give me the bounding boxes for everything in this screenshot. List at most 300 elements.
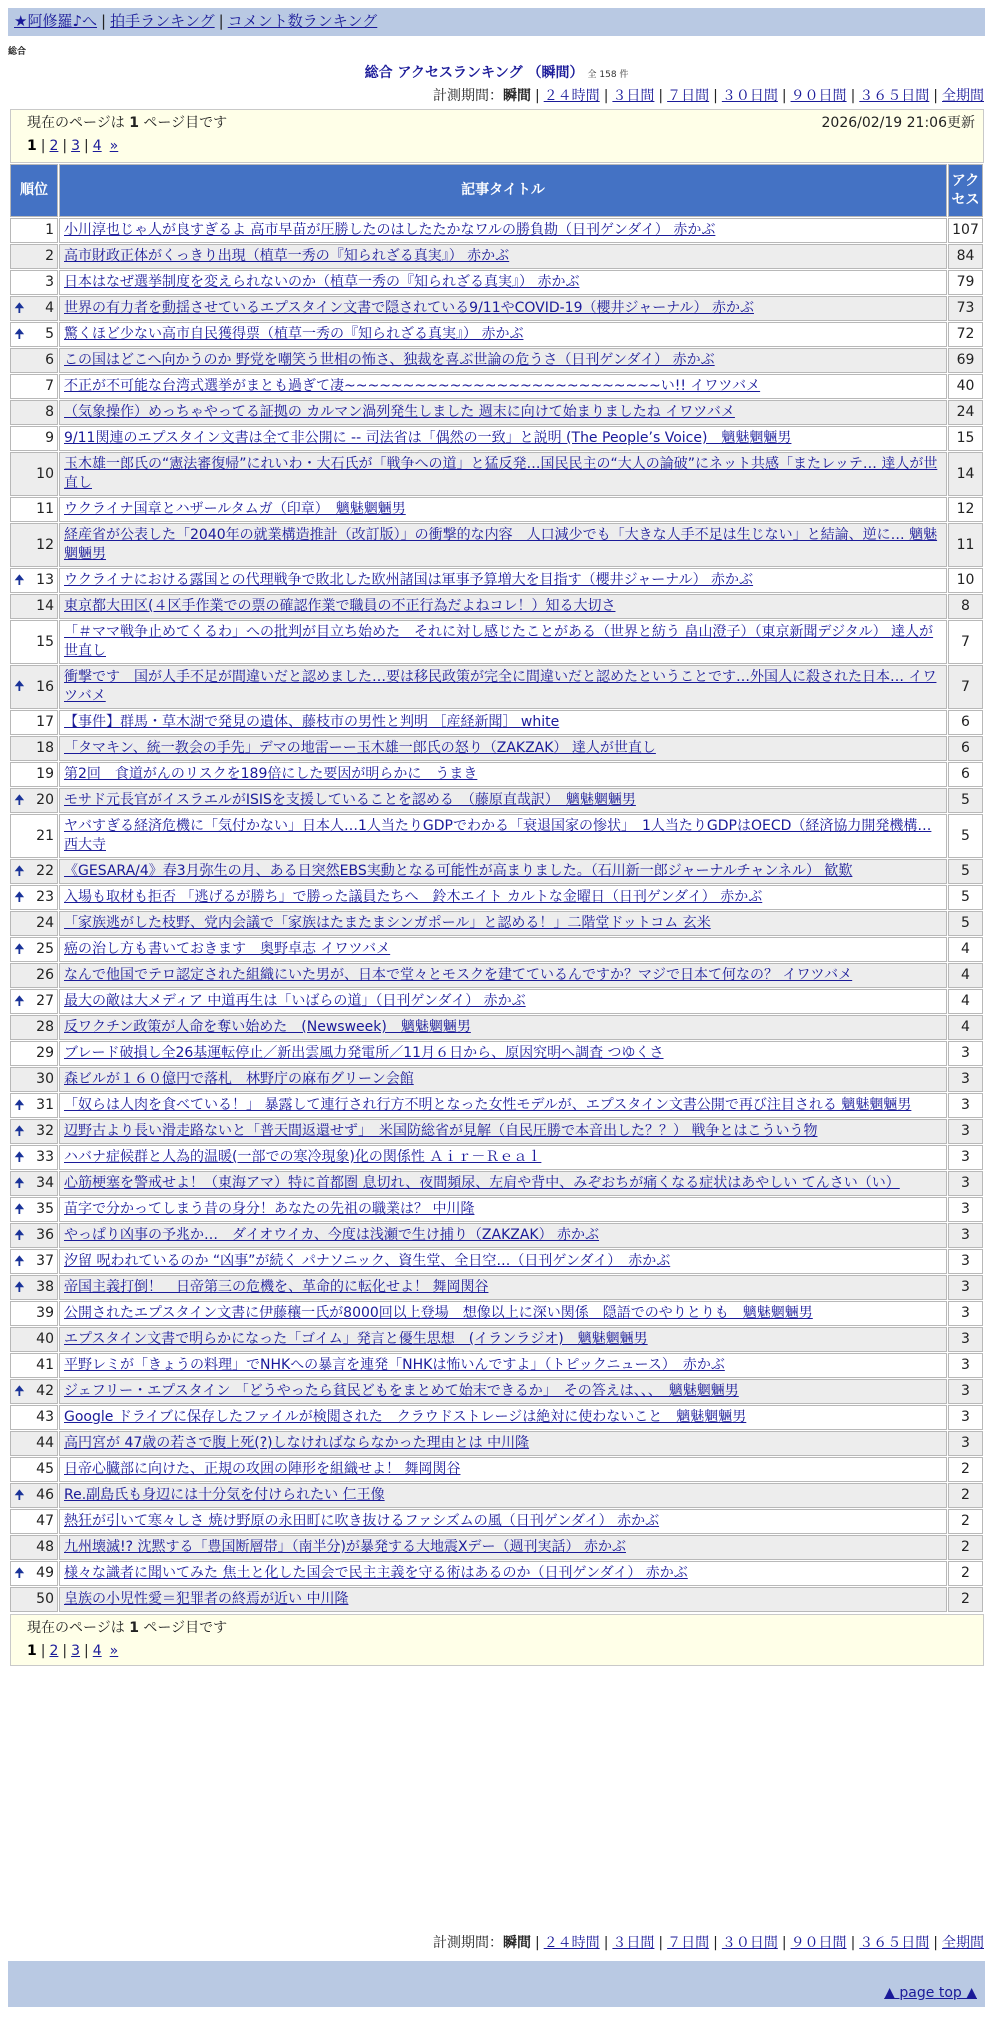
nav-home-link[interactable]: ★阿修羅♪へ xyxy=(14,12,98,30)
access-count: 24 xyxy=(948,400,983,425)
footer-bar xyxy=(8,1961,985,2007)
nav-clap-ranking-link[interactable]: 拍手ランキング xyxy=(110,12,215,30)
period-label: 計測期間： xyxy=(432,88,503,104)
period-7d-link[interactable]: ７日間 xyxy=(667,88,710,104)
table-row xyxy=(10,1171,983,1196)
rank-cell xyxy=(10,218,58,243)
table-row xyxy=(10,814,983,858)
title-cell xyxy=(59,963,947,988)
article-link[interactable]: ジェフリー・エプスタイン 「どうやったら貧民どもをまとめて始末できるか」 その答えは、、、 魑魅魍魎男 xyxy=(64,1383,739,1399)
table-row xyxy=(10,400,983,425)
title-cell xyxy=(59,1145,947,1170)
rank-number: 28 xyxy=(36,1019,54,1035)
article-link[interactable]: 公開されたエプスタイン文書に伊藤穰一氏が8000回以上登場 想像以上に深い関係 隠語でのやりとりも 魑魅魍魎男 xyxy=(64,1305,813,1321)
period-selector-bottom: 計測期間：瞬間 | ２４時間 | ３日間 | ７日間 | ３０日間 | ９０日間 | ３６５日間 | 全期間 xyxy=(432,1935,984,1951)
article-link[interactable]: 辺野古より長い滑走路ないと「普天間返還せず」 米国防総省が見解（自民圧勝で本音出した？？） 戦争とはこういう物 xyxy=(64,1123,818,1139)
up-arrow-icon: 🠉 xyxy=(14,993,25,1009)
access-count: 14 xyxy=(948,452,983,496)
access-count: 4 xyxy=(948,1015,983,1040)
table-row xyxy=(10,885,983,910)
up-arrow-icon: 🠉 xyxy=(14,1097,25,1113)
article-link[interactable]: 【事件】群馬・草木湖で発見の遺体、藤枝市の男性と判明 ［産経新聞］ white xyxy=(64,714,560,730)
table-row xyxy=(10,322,983,347)
page-1-current: 1 xyxy=(27,1643,37,1659)
rank-cell xyxy=(10,859,58,884)
access-count: 15 xyxy=(948,426,983,451)
article-link[interactable]: やっぱり凶事の予兆か… ダイオウイカ、今度は浅瀬で生け捕り（ZAKZAK） 赤かぶ xyxy=(64,1227,600,1243)
rank-number: 45 xyxy=(36,1461,54,1477)
rank-number: 48 xyxy=(36,1539,54,1555)
title-cell xyxy=(59,1015,947,1040)
table-row xyxy=(10,244,983,269)
title-cell xyxy=(59,270,947,295)
table-row xyxy=(10,1509,983,1534)
table-row xyxy=(10,1483,983,1508)
title-cell xyxy=(59,1509,947,1534)
rank-cell xyxy=(10,1067,58,1092)
period-3d-link[interactable]: ３日間 xyxy=(612,1935,655,1951)
title-cell xyxy=(59,497,947,522)
table-row xyxy=(10,523,983,567)
access-count: 3 xyxy=(948,1041,983,1066)
rank-cell xyxy=(10,814,58,858)
table-row xyxy=(10,374,983,399)
page-3-link[interactable]: 3 xyxy=(71,138,81,154)
period-current: 瞬間 xyxy=(502,88,531,104)
page-top-link[interactable]: ▲ page top ▲ xyxy=(884,1985,977,2001)
article-link[interactable]: 苗字で分かってしまう昔の身分！あなたの先祖の職業は？ 中川隆 xyxy=(64,1201,475,1217)
rank-number: 32 xyxy=(36,1123,54,1139)
table-row xyxy=(10,1197,983,1222)
article-link[interactable]: ウクライナにおける露国との代理戦争で敗北した欧州諸国は軍事予算増大を目指す（櫻井ジャーナル） 赤かぶ xyxy=(64,572,754,588)
rank-cell xyxy=(10,400,58,425)
access-count: 2 xyxy=(948,1483,983,1508)
article-link[interactable]: 小川淳也じゃ人が良すぎるよ 高市早苗が圧勝したのはしたたかなワルの勝負勘（日刊ゲンダイ） 赤かぶ xyxy=(64,222,716,238)
article-link[interactable]: モサド元長官がイスラエルがISISを支援していることを認める （藤原直哉訳） 魑魅魍魎男 xyxy=(64,792,636,808)
table-row xyxy=(10,736,983,761)
rank-cell xyxy=(10,963,58,988)
article-link[interactable]: 《GESARA/4》春3月弥生の月、ある日突然EBS実動となる可能性が高まりました。（石川新一郎ジャーナルチャンネル） 歓歎 xyxy=(64,863,853,879)
article-link[interactable]: 第2回 食道がんのリスクを189倍にした要因が明らかに うまき xyxy=(64,766,478,782)
table-row xyxy=(10,1015,983,1040)
access-count: 10 xyxy=(948,568,983,593)
access-count: 79 xyxy=(948,270,983,295)
page-1-current: 1 xyxy=(27,138,37,154)
table-row xyxy=(10,568,983,593)
rank-number: 17 xyxy=(36,714,54,730)
rank-cell xyxy=(10,1587,58,1612)
title-cell xyxy=(59,296,947,321)
article-link[interactable]: 汐留 呪われているのか “凶事”が続く パナソニック、資生堂、全日空…（日刊ゲンダイ） 赤かぶ xyxy=(64,1253,671,1269)
article-link[interactable]: ヤバすぎる経済危機に「気付かない」日本人…1人当たりGDPでわかる「衰退国家の惨状」 1人当たりGDPはOECD（経済協力開発機構… 西大寺 xyxy=(64,818,932,853)
rank-number: 44 xyxy=(36,1435,54,1451)
rank-number: 30 xyxy=(36,1071,54,1087)
access-count: 40 xyxy=(948,374,983,399)
article-link[interactable]: 「家族逃がした枝野、党内会議で「家族はたまたまシンガポール」と認める！」二階堂ドットコム 玄米 xyxy=(64,915,711,931)
up-arrow-icon: 🠉 xyxy=(14,1279,25,1295)
rank-number: 39 xyxy=(36,1305,54,1321)
up-arrow-icon: 🠉 xyxy=(14,1565,25,1581)
rank-number: 27 xyxy=(36,993,54,1009)
period-24h-link[interactable]: ２４時間 xyxy=(543,1935,600,1951)
access-count: 5 xyxy=(948,814,983,858)
rank-number: 20 xyxy=(36,792,54,808)
article-link[interactable]: Re.副島氏も身辺には十分気を付けられたい 仁王像 xyxy=(64,1487,385,1503)
rank-cell xyxy=(10,1223,58,1248)
table-row xyxy=(10,1535,983,1560)
access-count: 2 xyxy=(948,1587,983,1612)
rank-number: 46 xyxy=(36,1487,54,1503)
rank-cell xyxy=(10,348,58,373)
table-row xyxy=(10,426,983,451)
table-row xyxy=(10,665,983,709)
title-cell xyxy=(59,1587,947,1612)
period-3d-link[interactable]: ３日間 xyxy=(612,88,655,104)
page-info-bottom xyxy=(10,1614,984,1666)
rank-cell xyxy=(10,523,58,567)
rank-number: 22 xyxy=(36,863,54,879)
article-link[interactable]: 東京都大田区(４区手作業での票の確認作業で職員の不正行為だよねコレ！）知る大切さ xyxy=(64,598,616,614)
title-cell xyxy=(59,1119,947,1144)
access-count: 5 xyxy=(948,885,983,910)
table-row xyxy=(10,1587,983,1612)
table-row xyxy=(10,1067,983,1092)
rank-cell xyxy=(10,452,58,496)
period-30d-link[interactable]: ３０日間 xyxy=(721,88,778,104)
rank-number: 7 xyxy=(45,378,54,394)
rank-cell xyxy=(10,568,58,593)
table-row xyxy=(10,989,983,1014)
article-link[interactable]: 入場も取材も拒否 「逃げるが勝ち」で勝った議員たちへ 鈴木エイト カルトな金曜日（日刊ゲンダイ） 赤かぶ xyxy=(64,889,763,905)
table-row xyxy=(10,497,983,522)
period-all-link[interactable]: 全期間 xyxy=(942,88,984,104)
title-cell xyxy=(59,1431,947,1456)
rank-number: 5 xyxy=(45,326,54,342)
title-cell xyxy=(59,594,947,619)
access-count: 3 xyxy=(948,1197,983,1222)
table-row xyxy=(10,1275,983,1300)
article-link[interactable]: 反ワクチン政策が人命を奪い始めた (Newsweek) 魑魅魍魎男 xyxy=(64,1019,471,1035)
rank-cell xyxy=(10,594,58,619)
page-2-link[interactable]: 2 xyxy=(49,1643,59,1659)
col-header-rank: 順位 xyxy=(10,164,58,217)
article-link[interactable]: 経産省が公表した「2040年の就業構造推計（改訂版）」の衝撃的な内容 人口減少でも「大きな人手不足は生じない」と結論、逆に… 魑魅魍魎男 xyxy=(64,527,938,562)
article-link[interactable]: ブレード破損し全26基運転停止／新出雲風力発電所／11月６日から、原因究明へ調査 つゆくさ xyxy=(64,1045,664,1061)
access-count: 5 xyxy=(948,859,983,884)
current-page-text: 現在のページは 1 ページ目です xyxy=(27,1620,228,1636)
table-row xyxy=(10,270,983,295)
access-count: 5 xyxy=(948,788,983,813)
total-count: 全 158 件 xyxy=(587,70,629,80)
rank-cell xyxy=(10,1119,58,1144)
access-count: 73 xyxy=(948,296,983,321)
updated-timestamp: 2026/02/19 21:06更新 xyxy=(821,115,975,131)
access-count: 8 xyxy=(948,594,983,619)
table-row xyxy=(10,859,983,884)
up-arrow-icon: 🠉 xyxy=(14,679,25,694)
rank-number: 38 xyxy=(36,1279,54,1295)
title-cell xyxy=(59,1041,947,1066)
title-cell xyxy=(59,814,947,858)
table-row xyxy=(10,937,983,962)
table-row xyxy=(10,963,983,988)
page-4-link[interactable]: 4 xyxy=(92,138,102,154)
up-arrow-icon: 🠉 xyxy=(14,863,25,879)
rank-cell xyxy=(10,1561,58,1586)
rank-cell xyxy=(10,270,58,295)
period-90d-link[interactable]: ９０日間 xyxy=(790,88,847,104)
access-count: 4 xyxy=(948,937,983,962)
rank-number: 33 xyxy=(36,1149,54,1165)
title-cell xyxy=(59,1379,947,1404)
table-row xyxy=(10,1119,983,1144)
rank-cell xyxy=(10,1249,58,1274)
title-cell xyxy=(59,1353,947,1378)
up-arrow-icon: 🠉 xyxy=(14,1149,25,1165)
rank-number: 4 xyxy=(45,300,54,316)
table-row xyxy=(10,1431,983,1456)
title-cell xyxy=(59,374,947,399)
rank-cell xyxy=(10,788,58,813)
section-label: 総合 xyxy=(8,47,27,57)
rank-number: 18 xyxy=(36,740,54,756)
next-page-link[interactable]: » xyxy=(109,138,119,154)
title-cell xyxy=(59,400,947,425)
rank-cell xyxy=(10,1197,58,1222)
rank-cell xyxy=(10,497,58,522)
page-info-top xyxy=(10,109,984,163)
article-link[interactable]: この国はどこへ向かうのか 野党を嘲笑う世相の怖さ、独裁を喜ぶ世論の危うさ（日刊ゲンダイ） 赤かぶ xyxy=(64,352,715,368)
period-24h-link[interactable]: ２４時間 xyxy=(543,88,600,104)
access-count: 3 xyxy=(948,1119,983,1144)
rank-number: 26 xyxy=(36,967,54,983)
table-row xyxy=(10,762,983,787)
rank-number: 35 xyxy=(36,1201,54,1217)
article-link[interactable]: 日本はなぜ選挙制度を変えられないのか（植草一秀の『知られざる真実』） 赤かぶ xyxy=(64,274,580,290)
access-count: 3 xyxy=(948,1223,983,1248)
rank-number: 34 xyxy=(36,1175,54,1191)
rank-number: 6 xyxy=(45,352,54,368)
access-count: 5 xyxy=(948,911,983,936)
article-link[interactable]: 熱狂が引いて寒々しさ 焼け野原の永田町に吹き抜けるファシズムの風（日刊ゲンダイ） 赤かぶ xyxy=(64,1513,660,1529)
rank-number: 23 xyxy=(36,889,54,905)
page-3-link[interactable]: 3 xyxy=(71,1643,81,1659)
table-row xyxy=(10,1301,983,1326)
title-cell xyxy=(59,322,947,347)
up-arrow-icon: 🠉 xyxy=(14,889,25,905)
rank-cell xyxy=(10,911,58,936)
rank-number: 12 xyxy=(36,536,54,553)
rank-cell xyxy=(10,1405,58,1430)
access-count: 4 xyxy=(948,989,983,1014)
rank-cell xyxy=(10,244,58,269)
article-link[interactable]: 皇族の小児性愛＝犯罪者の終焉が近い 中川隆 xyxy=(64,1591,349,1607)
access-count: 2 xyxy=(948,1457,983,1482)
article-link[interactable]: 「＃ママ戦争止めてくるわ」への批判が目立ち始めた それに対し感じたことがある（世界と紡う 畠山澄子）（東京新聞デジタル） 達人が世直し xyxy=(64,624,934,659)
rank-number: 2 xyxy=(45,248,54,264)
rank-number: 1 xyxy=(45,222,54,238)
rank-number: 25 xyxy=(36,941,54,957)
access-count: 6 xyxy=(948,736,983,761)
title-cell xyxy=(59,989,947,1014)
rank-cell xyxy=(10,989,58,1014)
article-link[interactable]: 衝撃です 国が人手不足が間違いだと認めました…要は移民政策が完全に間違いだと認めたということです…外国人に殺された日本… イワツバメ xyxy=(64,669,937,704)
title-cell xyxy=(59,788,947,813)
title-cell xyxy=(59,1301,947,1326)
rank-number: 8 xyxy=(45,404,54,420)
article-link[interactable]: 平野レミが「きょうの料理」でNHKへの暴言を連発「NHKは怖いんですよ」（トピックニュース） 赤かぶ xyxy=(64,1357,725,1373)
rank-cell xyxy=(10,1015,58,1040)
title-cell xyxy=(59,1093,947,1118)
period-365d-link[interactable]: ３６５日間 xyxy=(859,88,930,104)
page-2-link[interactable]: 2 xyxy=(49,138,59,154)
article-link[interactable]: ハバナ症候群と人為的温暖(一部での寒冷現象)化の関係性 Ａｉｒ－Ｒｅａｌ xyxy=(64,1149,542,1165)
article-link[interactable]: 世界の有力者を動揺させているエプスタイン文書で隠されている9/11やCOVID-19（櫻井ジャーナル） 赤かぶ xyxy=(64,300,754,316)
rank-cell xyxy=(10,426,58,451)
up-arrow-icon: 🠉 xyxy=(14,1175,25,1191)
title-cell xyxy=(59,762,947,787)
rank-number: 10 xyxy=(36,465,54,482)
article-link[interactable]: なんで他国でテロ認定された組織にいた男が、日本で堂々とモスクを建てているんですか？マジで日本て何なの？ イワツバメ xyxy=(64,967,853,983)
up-arrow-icon: 🠉 xyxy=(14,1383,25,1399)
table-row xyxy=(10,1145,983,1170)
title-cell xyxy=(59,1197,947,1222)
period-90d-link[interactable]: ９０日間 xyxy=(790,1935,847,1951)
article-link[interactable]: ウクライナ国章とハザールタムガ（印章） 魑魅魍魎男 xyxy=(64,501,406,517)
article-link[interactable]: 9/11関連のエプスタイン文書は全て非公開に -- 司法省は「偶然の一致」と説明 (The People’s Voice) 魑魅魍魎男 xyxy=(64,430,792,446)
title-cell xyxy=(59,348,947,373)
access-count: 3 xyxy=(948,1431,983,1456)
rank-cell xyxy=(10,322,58,347)
table-header-row xyxy=(10,164,983,217)
title-cell xyxy=(59,218,947,243)
article-link[interactable]: 高市財政正体がくっきり出現（植草一秀の『知られざる真実』） 赤かぶ xyxy=(64,248,510,264)
period-365d-link[interactable]: ３６５日間 xyxy=(859,1935,930,1951)
table-row xyxy=(10,620,983,664)
rank-cell xyxy=(10,1353,58,1378)
access-count: 3 xyxy=(948,1353,983,1378)
table-row xyxy=(10,1561,983,1586)
rank-number: 13 xyxy=(36,572,54,588)
access-count: 72 xyxy=(948,322,983,347)
up-arrow-icon: 🠉 xyxy=(14,1253,25,1269)
article-link[interactable]: Google ドライブに保存したファイルが検閲された クラウドストレージは絶対に使わないこと 魑魅魍魎男 xyxy=(64,1409,747,1425)
table-row xyxy=(10,452,983,496)
rank-cell xyxy=(10,1483,58,1508)
access-count: 7 xyxy=(948,620,983,664)
period-current: 瞬間 xyxy=(502,1935,531,1951)
rank-cell xyxy=(10,665,58,709)
title-cell xyxy=(59,1561,947,1586)
title-cell xyxy=(59,1327,947,1352)
col-header-title: 記事タイトル xyxy=(59,164,947,217)
period-7d-link[interactable]: ７日間 xyxy=(667,1935,710,1951)
access-count: 6 xyxy=(948,762,983,787)
rank-number: 29 xyxy=(36,1045,54,1061)
title-cell xyxy=(59,937,947,962)
article-link[interactable]: 最大の敵は大メディア 中道再生は「いばらの道」（日刊ゲンダイ） 赤かぶ xyxy=(64,993,526,1009)
article-link[interactable]: 森ビルが１６０億円で落札 林野庁の麻布グリーン会館 xyxy=(64,1071,414,1087)
current-page-text: 現在のページは 1 ページ目です xyxy=(27,115,228,131)
rank-number: 24 xyxy=(36,915,54,931)
access-count: 3 xyxy=(948,1379,983,1404)
table-row xyxy=(10,296,983,321)
table-row xyxy=(10,911,983,936)
period-all-link[interactable]: 全期間 xyxy=(942,1935,984,1951)
article-link[interactable]: 驚くほど少ない高市自民獲得票（植草一秀の『知られざる真実』） 赤かぶ xyxy=(64,326,524,342)
article-link[interactable]: 癌の治し方も書いておきます 奥野卓志 イワツバメ xyxy=(64,941,391,957)
rank-cell xyxy=(10,885,58,910)
article-link[interactable]: 様々な識者に聞いてみた 焦土と化した国会で民主主義を守る術はあるのか（日刊ゲンダイ） 赤かぶ xyxy=(64,1565,688,1581)
up-arrow-icon: 🠉 xyxy=(14,1487,25,1503)
rank-number: 31 xyxy=(36,1097,54,1113)
rank-number: 47 xyxy=(36,1513,54,1529)
rank-number: 50 xyxy=(36,1591,54,1607)
article-link[interactable]: 九州壊滅!? 沈黙する「豊国断層帯」（南半分)が暴発する大地震Xデー（週刊実話） 赤かぶ xyxy=(64,1539,626,1555)
title-cell xyxy=(59,1223,947,1248)
access-count: 3 xyxy=(948,1301,983,1326)
article-link[interactable]: 日帝心臓部に向けた、正規の攻囲の陣形を組織せよ！ 舞岡関谷 xyxy=(64,1461,461,1477)
table-row xyxy=(10,1223,983,1248)
rank-cell xyxy=(10,1379,58,1404)
title-cell xyxy=(59,911,947,936)
title-cell xyxy=(59,1535,947,1560)
article-link[interactable]: エプスタイン文書で明らかになった「ゴイム」発言と優生思想 (イランラジオ) 魑魅魍魎男 xyxy=(64,1331,648,1347)
rank-number: 15 xyxy=(36,633,54,650)
period-label: 計測期間： xyxy=(432,1935,503,1951)
article-link[interactable]: 玉木雄一郎氏の“憲法審復帰”にれいわ・大石氏が「戦争への道」と猛反発…国民民主の“大人の論破”にネット共感「またレッテ… 達人が世直し xyxy=(64,456,938,491)
nav-comment-ranking-link[interactable]: コメント数ランキング xyxy=(227,12,378,30)
title-cell xyxy=(59,859,947,884)
rank-cell xyxy=(10,736,58,761)
next-page-link[interactable]: » xyxy=(109,1643,119,1659)
title-cell xyxy=(59,452,947,496)
table-row xyxy=(10,1093,983,1118)
period-30d-link[interactable]: ３０日間 xyxy=(721,1935,778,1951)
access-count: 84 xyxy=(948,244,983,269)
article-link[interactable]: 心筋梗塞を警戒せよ！（東海アマ）特に首都圏 息切れ、夜間頻尿、左肩や背中、みぞおちが痛くなる症状はあやしい てんさい（い） xyxy=(64,1175,900,1191)
access-count: 69 xyxy=(948,348,983,373)
up-arrow-icon: 🠉 xyxy=(14,326,25,342)
article-link[interactable]: 帝国主義打倒！ 日帝第三の危機を、革命的に転化せよ！ 舞岡関谷 xyxy=(64,1279,489,1295)
access-count: 3 xyxy=(948,1145,983,1170)
access-count: 3 xyxy=(948,1275,983,1300)
top-nav: ★阿修羅♪へ | 拍手ランキング | コメント数ランキング xyxy=(8,8,985,36)
rank-number: 43 xyxy=(36,1409,54,1425)
col-header-access: アクセス xyxy=(948,164,983,217)
article-link[interactable]: （気象操作）めっちゃやってる証拠の カルマン渦列発生しました 週末に向けて始まりましたね イワツバメ xyxy=(64,404,735,420)
title-cell xyxy=(59,244,947,269)
rank-number: 42 xyxy=(36,1383,54,1399)
article-link[interactable]: 不正が不可能な台湾式選挙がまとも過ぎて凄~~~~~~~~~~~~~~~~~~~~~~~~~~~い!! イワツバメ xyxy=(64,378,761,394)
article-link[interactable]: 高円宮が 47歳の若さで腹上死(?)しなければならなかった理由とは 中川隆 xyxy=(64,1435,530,1451)
access-count: 12 xyxy=(948,497,983,522)
up-arrow-icon: 🠉 xyxy=(14,300,25,316)
access-count: 11 xyxy=(948,523,983,567)
rank-cell xyxy=(10,296,58,321)
article-link[interactable]: 「タマキン、統一教会の手先」デマの地雷ーー玉木雄一郎氏の怒り（ZAKZAK） 達人が世直し xyxy=(64,740,656,756)
table-row xyxy=(10,1379,983,1404)
access-count: 3 xyxy=(948,1067,983,1092)
page-4-link[interactable]: 4 xyxy=(92,1643,102,1659)
access-count: 6 xyxy=(948,710,983,735)
article-link[interactable]: 「奴らは人肉を食べている！」 暴露して連行され行方不明となった女性モデルが、エプスタイン文書公開で再び注目される 魑魅魍魎男 xyxy=(64,1097,912,1113)
pagination: 1 | 2 | 3 | 4 » xyxy=(27,1643,119,1659)
table-row xyxy=(10,1353,983,1378)
rank-cell xyxy=(10,1275,58,1300)
rank-cell xyxy=(10,1535,58,1560)
title-cell xyxy=(59,1457,947,1482)
